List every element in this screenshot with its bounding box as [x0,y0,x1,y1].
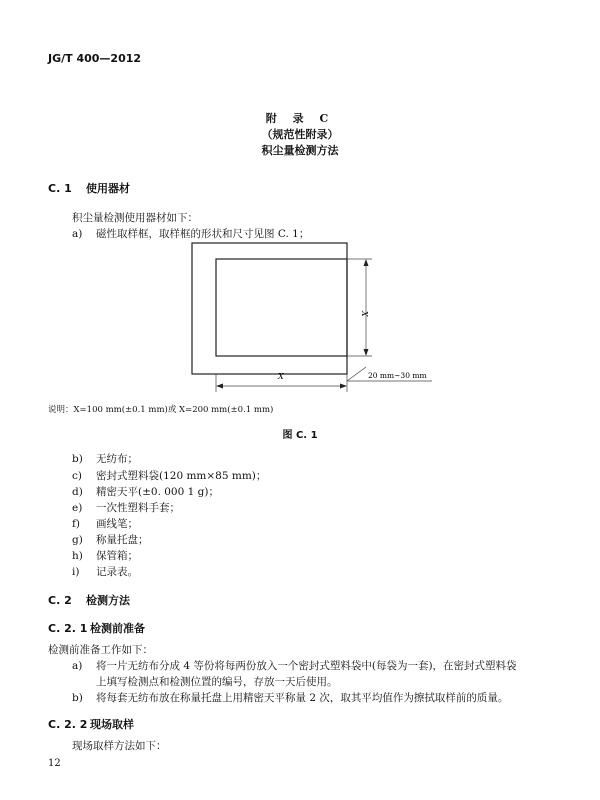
list-marker: h) [72,550,83,562]
list-item [72,451,138,466]
list-marker: b) [72,692,83,704]
list-item [72,532,149,547]
appendix-title: 积尘量检测方法 [261,144,339,157]
appendix-type: （规范性附录） [261,128,339,141]
list-marker: f) [72,518,80,530]
section-number: C. 1 [48,182,72,195]
figure-caption: 图 C. 1 [282,430,318,441]
list-item [72,564,138,579]
list-text: 磁性取样框，取样框的形状和尺寸见图 C. 1； [96,228,310,240]
list-marker: c) [72,470,82,482]
section-c22-intro: 现场取样方法如下： [72,740,167,752]
outer-frame [192,243,347,374]
dimension-x-horizontal: X [278,372,284,381]
appendix-label: 附 录 C [265,112,335,125]
list-text: 记录表。 [96,566,138,578]
list-text: 将每套无纺布放在称量托盘上用精密天平称量 2 次，取其平均值作为擦拭取样前的质量。 [96,692,509,704]
arrowhead [364,349,369,356]
list-text: 画线笔； [96,518,138,530]
list-text: 称量托盘； [96,534,149,546]
list-text: 将一片无纺布分成 4 等份将每两份放入一个密封式塑料袋中(每袋为一套)，在密封式塑料袋 [96,660,517,672]
section-c1-intro: 积尘量检测使用器材如下： [72,212,198,224]
section-c21-intro: 检测前准备工作如下： [48,644,153,656]
section-title: 现场取样 [90,718,134,731]
list-item-continuation: 上填写检测点和检测位置的编号，存放一天后使用。 [96,676,338,688]
list-text: 密封式塑料袋(120 mm×85 mm)； [96,470,267,482]
standard-code: JG/T 400—2012 [48,52,142,65]
list-text: 一次性塑料手套； [96,502,180,514]
list-item [72,484,219,499]
list-marker: a) [72,228,83,240]
list-marker: a) [72,660,83,672]
border-width-label: 20 mm~30 mm [368,371,427,380]
leader-line [347,367,366,381]
section-title: 检测前准备 [90,622,145,635]
section-number: C. 2. 2 [48,718,88,731]
list-marker: g) [72,534,83,546]
list-item [72,468,266,483]
list-marker: i) [72,566,80,578]
section-c21-heading [48,620,145,636]
list-marker: e) [72,502,83,514]
list-item [72,516,138,531]
section-title: 使用器材 [86,182,130,195]
section-number: C. 2. 1 [48,622,88,635]
arrowhead [216,384,223,389]
dimension-x-vertical: X [360,311,369,317]
arrowhead [340,384,347,389]
section-c22-heading [48,716,134,732]
list-text: 精密天平(±0. 000 1 g)； [96,486,219,498]
list-marker: b) [72,453,83,465]
list-item [72,548,138,563]
list-item [72,658,517,673]
list-item [72,690,508,705]
section-number: C. 2 [48,594,72,607]
page-number: 12 [48,758,61,769]
list-marker: d) [72,486,83,498]
inner-opening [216,259,347,356]
list-text: 无纺布； [96,453,138,465]
figure-note: 说明：X=100 mm(±0.1 mm)或 X=200 mm(±0.1 mm) [48,405,274,415]
section-title: 检测方法 [86,594,130,607]
list-text: 保管箱； [96,550,138,562]
section-c2-heading [48,592,130,608]
list-item [72,500,180,515]
arrowhead [364,259,369,266]
